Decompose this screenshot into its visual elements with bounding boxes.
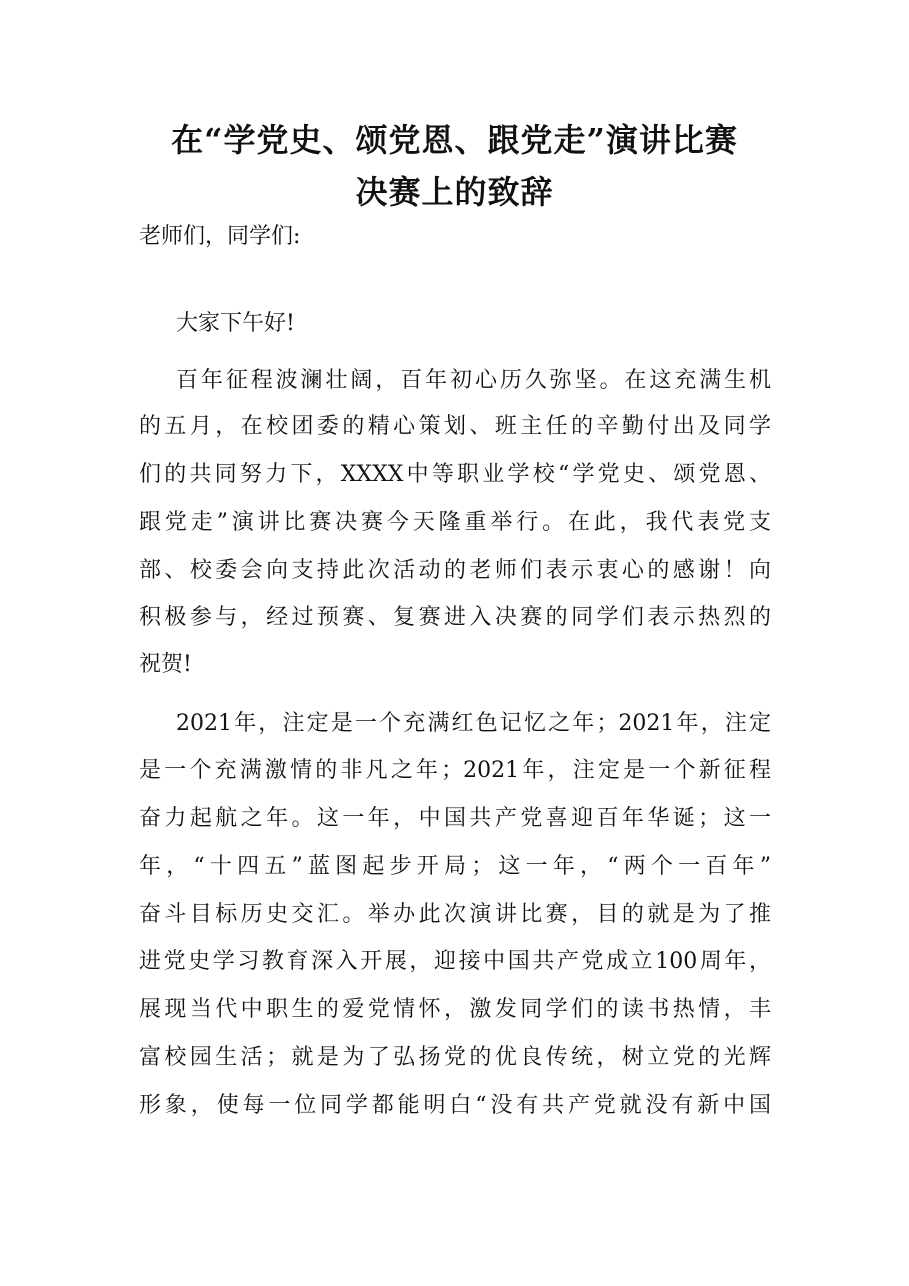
greeting: 大家下午好! [176,311,295,336]
paragraph-2-line: 奋斗目标历史交汇。举办此次演讲比赛，目的就是为了推 [139,902,771,927]
paragraph-2-line: 富校园生活；就是为了弘扬党的优良传统，树立党的光辉 [139,1045,771,1070]
paragraph-1-line: 祝贺! [139,652,192,677]
paragraph-2-line: 进党史学习教育深入开展，迎接中国共产党成立100周年， [139,949,771,974]
paragraph-2-line: 年，“十四五”蓝图起步开局；这一年，“两个一百年” [139,854,771,879]
paragraph-1-line: 跟党走”演讲比赛决赛今天隆重举行。在此，我代表党支 [139,510,771,535]
paragraph-2-line: 奋力起航之年。这一年，中国共产党喜迎百年华诞；这一 [139,806,771,831]
paragraph-1-line: 们的共同努力下，XXXX中等职业学校“学党史、颂党恩、 [139,462,771,487]
paragraph-2-line: 2021年，注定是一个充满红色记忆之年；2021年，注定 [176,711,771,736]
paragraph-1-line: 积极参与，经过预赛、复赛进入决赛的同学们表示热烈的 [139,605,771,630]
paragraph-1-line: 的五月，在校团委的精心策划、班主任的辛勤付出及同学 [139,414,771,439]
paragraph-1-line: 百年征程波澜壮阔，百年初心历久弥坚。在这充满生机 [176,368,771,393]
document-title-line-1: 在“学党史、颂党恩、跟党走”演讲比赛 [171,121,738,159]
paragraph-1-line: 部、校委会向支持此次活动的老师们表示衷心的感谢！向 [139,558,771,583]
document-title-line-2: 决赛上的致辞 [355,173,554,211]
paragraph-2-line: 展现当代中职生的爱党情怀，激发同学们的读书热情，丰 [139,997,771,1022]
paragraph-2-line: 形象，使每一位同学都能明白“没有共产党就没有新中国 [139,1093,771,1118]
paragraph-2-line: 是一个充满激情的非凡之年；2021年，注定是一个新征程 [139,758,771,783]
salutation: 老师们，同学们: [139,224,301,249]
